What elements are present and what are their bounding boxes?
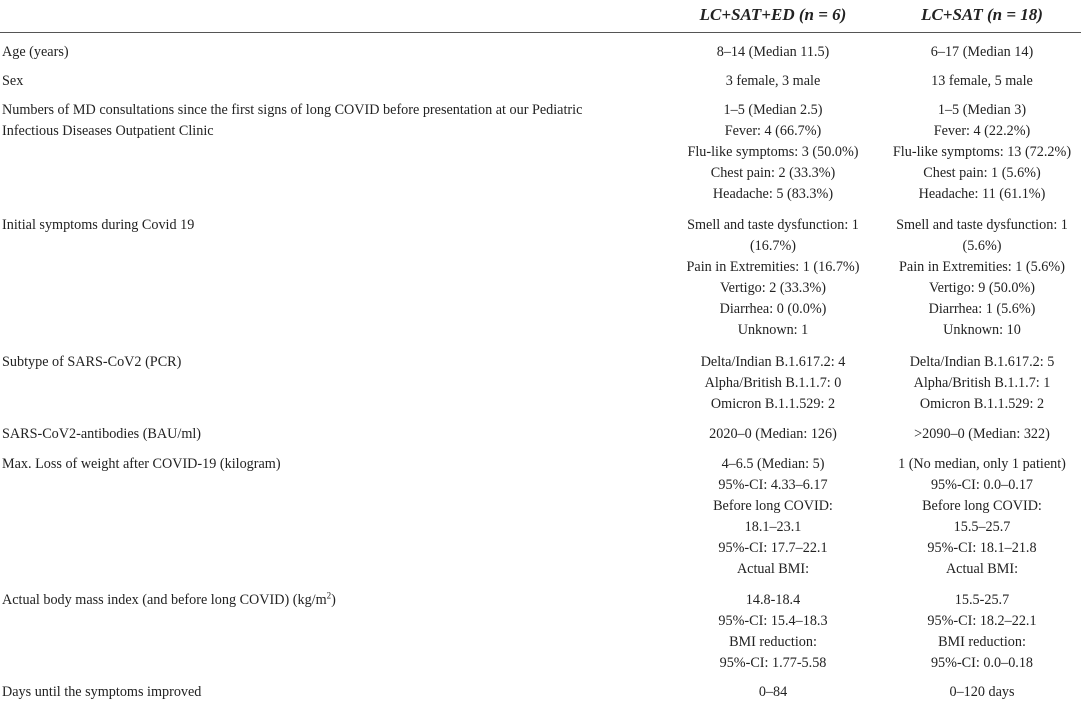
column-header-lc-sat-ed bbox=[675, 5, 871, 25]
cell-lc-sat: 0–120 days bbox=[949, 684, 1015, 700]
cell-lc-sat-ed: 1–5 (Median 2.5) Fever: 4 (66.7%) Flu-like symptoms: 3 (50.0%) Chest pain: 2 (33.3%) Headache: 5 (83.3%) bbox=[687, 102, 859, 202]
column-sample-size: (n = 6) bbox=[798, 5, 847, 24]
cell-lc-sat: Delta/Indian B.1.617.2: 5 Alpha/British B.1.1.7: 1 Omicron B.1.1.529: 2 bbox=[909, 354, 1055, 412]
cell-lc-sat: 13 female, 5 male bbox=[931, 73, 1033, 89]
row-label: Actual body mass index (and before long COVID) $(kg/m^2)$ bbox=[2, 590, 336, 608]
cell-lc-sat-ed: Delta/Indian B.1.617.2: 4 Alpha/British B.1.1.7: 0 Omicron B.1.1.529: 2 bbox=[700, 354, 846, 412]
row-label: Subtype of SARS-CoV2 (PCR) bbox=[2, 354, 182, 370]
row-label: Days until the symptoms improved bbox=[2, 684, 202, 700]
column-header-lc-sat bbox=[882, 5, 1081, 25]
cell-lc-sat-ed: 8–14 (Median 11.5) bbox=[716, 44, 830, 60]
cell-lc-sat-ed: 14.8-18.4 95%-CI: 15.4–18.3 BMI reduction: 95%-CI: 1.77-5.58 bbox=[718, 592, 828, 671]
cell-lc-sat: >2090–0 (Median: 322) bbox=[914, 426, 1050, 442]
cell-lc-sat-ed: 4–6.5 (Median: 5) 95%-CI: 4.33–6.17 Before long COVID: 18.1–23.1 95%-CI: 17.7–22.1 Actual BMI: bbox=[713, 456, 833, 577]
row-label: Numbers of MD consultations since the first signs of long COVID before presentation at our Pediatric Infectious Diseases Outpatient Clinic bbox=[2, 102, 583, 139]
cell-lc-sat-ed: Smell and taste dysfunction: 1 (16.7%) Pain in Extremities: 1 (16.7%) Vertigo: 2 (33.3%) Diarrhea: 0 (0.0%) Unknown: 1 bbox=[686, 217, 860, 338]
cell-lc-sat: 6–17 (Median 14) bbox=[930, 44, 1034, 60]
cell-lc-sat-ed: 0–84 bbox=[758, 684, 788, 700]
column-group-name: LC+SAT+ED bbox=[699, 5, 795, 24]
cell-lc-sat: Smell and taste dysfunction: 1 (5.6%) Pain in Extremities: 1 (5.6%) Vertigo: 9 (50.0%) Diarrhea: 1 (5.6%) Unknown: 10 bbox=[896, 217, 1068, 338]
row-label: Age (years) bbox=[2, 44, 69, 60]
cell-lc-sat: 1–5 (Median 3) Fever: 4 (22.2%) Flu-like symptoms: 13 (72.2%) Chest pain: 1 (5.6%) Headache: 11 (61.1%) bbox=[892, 102, 1072, 202]
cell-lc-sat-ed: 2020–0 (Median: 126) bbox=[709, 426, 837, 442]
row-label: Max. Loss of weight after COVID-19 (kilogram) bbox=[2, 456, 281, 472]
cell-lc-sat: 15.5-25.7 95%-CI: 18.2–22.1 BMI reduction: 95%-CI: 0.0–0.18 bbox=[927, 592, 1037, 671]
row-label: SARS-CoV2-antibodies (BAU/ml) bbox=[2, 426, 202, 442]
cell-lc-sat-ed: 3 female, 3 male bbox=[725, 73, 821, 89]
row-label: Initial symptoms during Covid 19 bbox=[2, 217, 195, 233]
table-header bbox=[0, 0, 1081, 33]
row-label: Sex bbox=[2, 73, 24, 89]
column-sample-size: (n = 18) bbox=[986, 5, 1043, 24]
cell-lc-sat: 1 (No median, only 1 patient) 95%-CI: 0.0–0.17 Before long COVID: 15.5–25.7 95%-CI: 18.1–21.8 Actual BMI: bbox=[898, 456, 1066, 577]
column-group-name: LC+SAT bbox=[921, 5, 983, 24]
